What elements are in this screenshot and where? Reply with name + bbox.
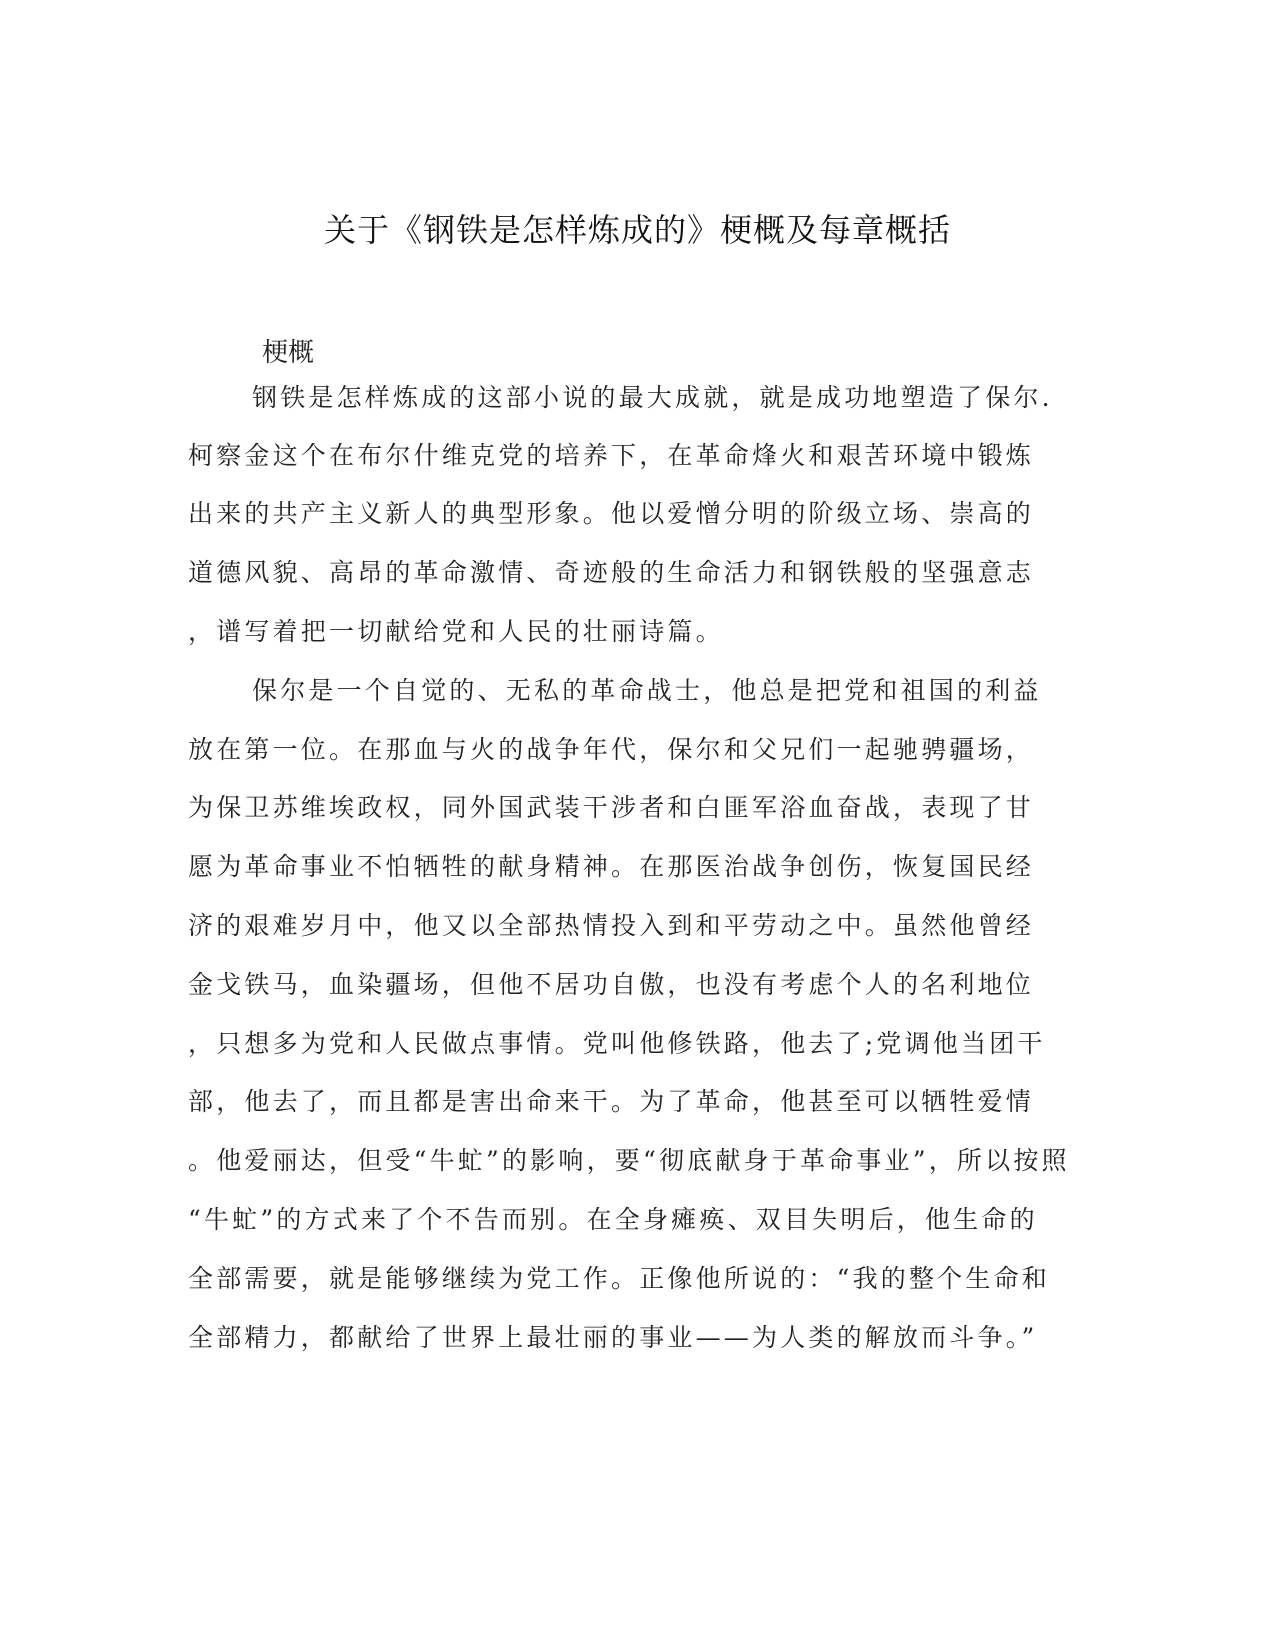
paragraph-2-line-3: 为保卫苏维埃政权，同外国武装干涉者和白匪军浴血奋战，表现了甘 xyxy=(188,793,1035,822)
paragraph-2-line-11: 全部需要，就是能够继续为党工作。正像他所说的：“我的整个生命和 xyxy=(188,1264,1050,1293)
document-title: 关于《钢铁是怎样炼成的》梗概及每章概括 xyxy=(323,211,951,249)
paragraph-2-line-12: 全部精力，都献给了世界上最壮丽的事业——为人类的解放而斗争。” xyxy=(188,1323,1038,1352)
paragraph-1-line-5: ，谱写着把一切献给党和人民的壮丽诗篇。 xyxy=(188,617,724,646)
paragraph-2-line-10: “牛虻”的方式来了个不告而别。在全身瘫痪、双目失明后，他生命的 xyxy=(188,1205,1038,1234)
paragraph-2-line-9: 。他爱丽达，但受“牛虻”的影响，要“彻底献身于革命事业”，所以按照 xyxy=(188,1146,1070,1175)
paragraph-2-line-8: 部，他去了，而且都是害出命来干。为了革命，他甚至可以牺牲爱情 xyxy=(188,1087,1035,1116)
paragraph-1-line-4: 道德风貌、高昂的革命激情、奇迹般的生命活力和钢铁般的坚强意志 xyxy=(188,558,1035,587)
paragraph-1-line-2: 柯察金这个在布尔什维克党的培养下，在革命烽火和艰苦环境中锻炼 xyxy=(188,441,1035,470)
paragraph-1-line-3: 出来的共产主义新人的典型形象。他以爱憎分明的阶级立场、崇高的 xyxy=(188,499,1035,528)
section-heading: 梗概 xyxy=(262,338,315,368)
paragraph-1-line-1: 钢铁是怎样炼成的这部小说的最大成就，就是成功地塑造了保尔. xyxy=(252,383,1053,412)
paragraph-2-line-2: 放在第一位。在那血与火的战争年代，保尔和父兄们一起驰骋疆场， xyxy=(188,735,1035,764)
paragraph-2-line-7: ，只想多为党和人民做点事情。党叫他修铁路，他去了;党调他当团干 xyxy=(188,1029,1046,1058)
paragraph-2-line-5: 济的艰难岁月中，他又以全部热情投入到和平劳动之中。虽然他曾经 xyxy=(188,911,1035,940)
paragraph-2-line-6: 金戈铁马，血染疆场，但他不居功自傲，也没有考虑个人的名利地位 xyxy=(188,970,1035,999)
paragraph-2-line-4: 愿为革命事业不怕牺牲的献身精神。在那医治战争创伤，恢复国民经 xyxy=(188,852,1035,881)
paragraph-2-line-1: 保尔是一个自觉的、无私的革命战士，他总是把党和祖国的利益 xyxy=(252,676,1042,705)
